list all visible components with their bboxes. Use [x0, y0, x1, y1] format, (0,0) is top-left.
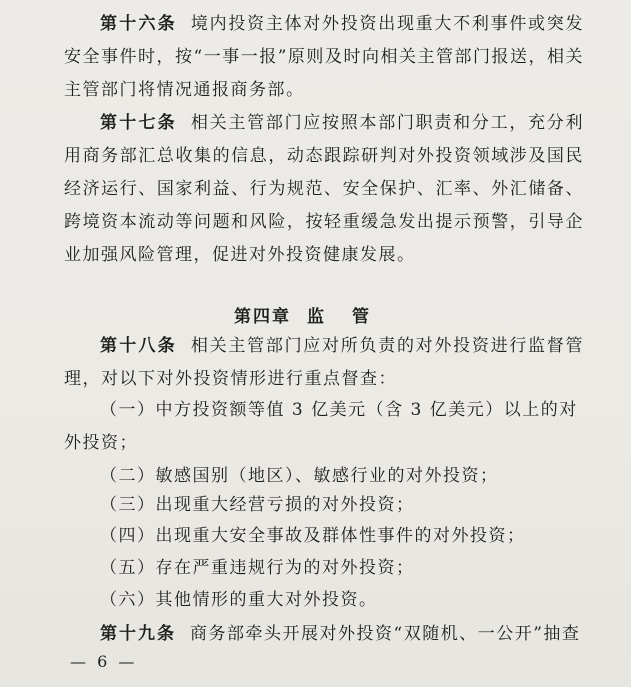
list-item: （一）中方投资额等值 3 亿美元（含 3 亿美元）以上的对外投资； — [64, 400, 578, 453]
chapter-heading — [0, 302, 631, 327]
chapter-number: 第四章 — [234, 307, 291, 327]
list-item: （三）出现重大经营亏损的对外投资； — [100, 495, 415, 515]
page-number: — 6 — — [70, 652, 138, 671]
article-19-text: 商务部牵头开展对外投资“双随机、一公开”抽查 — [190, 624, 581, 644]
article-16-heading: 第十六条 — [100, 14, 177, 34]
list-item: （二）敏感国别（地区）、敏感行业的对外投资； — [100, 466, 499, 486]
article-19-heading: 第十九条 — [100, 624, 176, 644]
article-19 — [64, 618, 584, 651]
list-item: （五）存在严重违规行为的对外投资； — [100, 558, 415, 578]
list-item: （四）出现重大安全事故及群体性事件的对外投资； — [100, 526, 526, 546]
chapter-title: 监管 — [307, 307, 397, 327]
article-18-heading: 第十八条 — [100, 336, 177, 356]
article-18 — [64, 330, 584, 396]
article-18-text: 相关主管部门应对所负责的对外投资进行监督管理，对以下对外投资情形进行重点督查： — [64, 336, 585, 389]
article-16 — [64, 8, 584, 107]
article-16-text: 境内投资主体对外投资出现重大不利事件或突发安全事件时，按“一事一报”原则及时向相关主管部门报送，相关主管部门将情况通报商务部。 — [64, 14, 585, 100]
list-item: （六）其他情形的重大对外投资。 — [100, 590, 378, 610]
article-17-text: 相关主管部门应按照本部门职责和分工，充分利用商务部汇总收集的信息，动态跟踪研判对外投资领域涉及国民经济运行、国家利益、行为规范、安全保护、汇率、外汇储备、跨境资本流动等问题和风险，按轻重缓急发出提示预警，引导企业加强风险管理，促进对外投资健康发展。 — [64, 113, 585, 265]
article-17 — [64, 107, 584, 272]
article-17-heading: 第十七条 — [100, 113, 177, 133]
